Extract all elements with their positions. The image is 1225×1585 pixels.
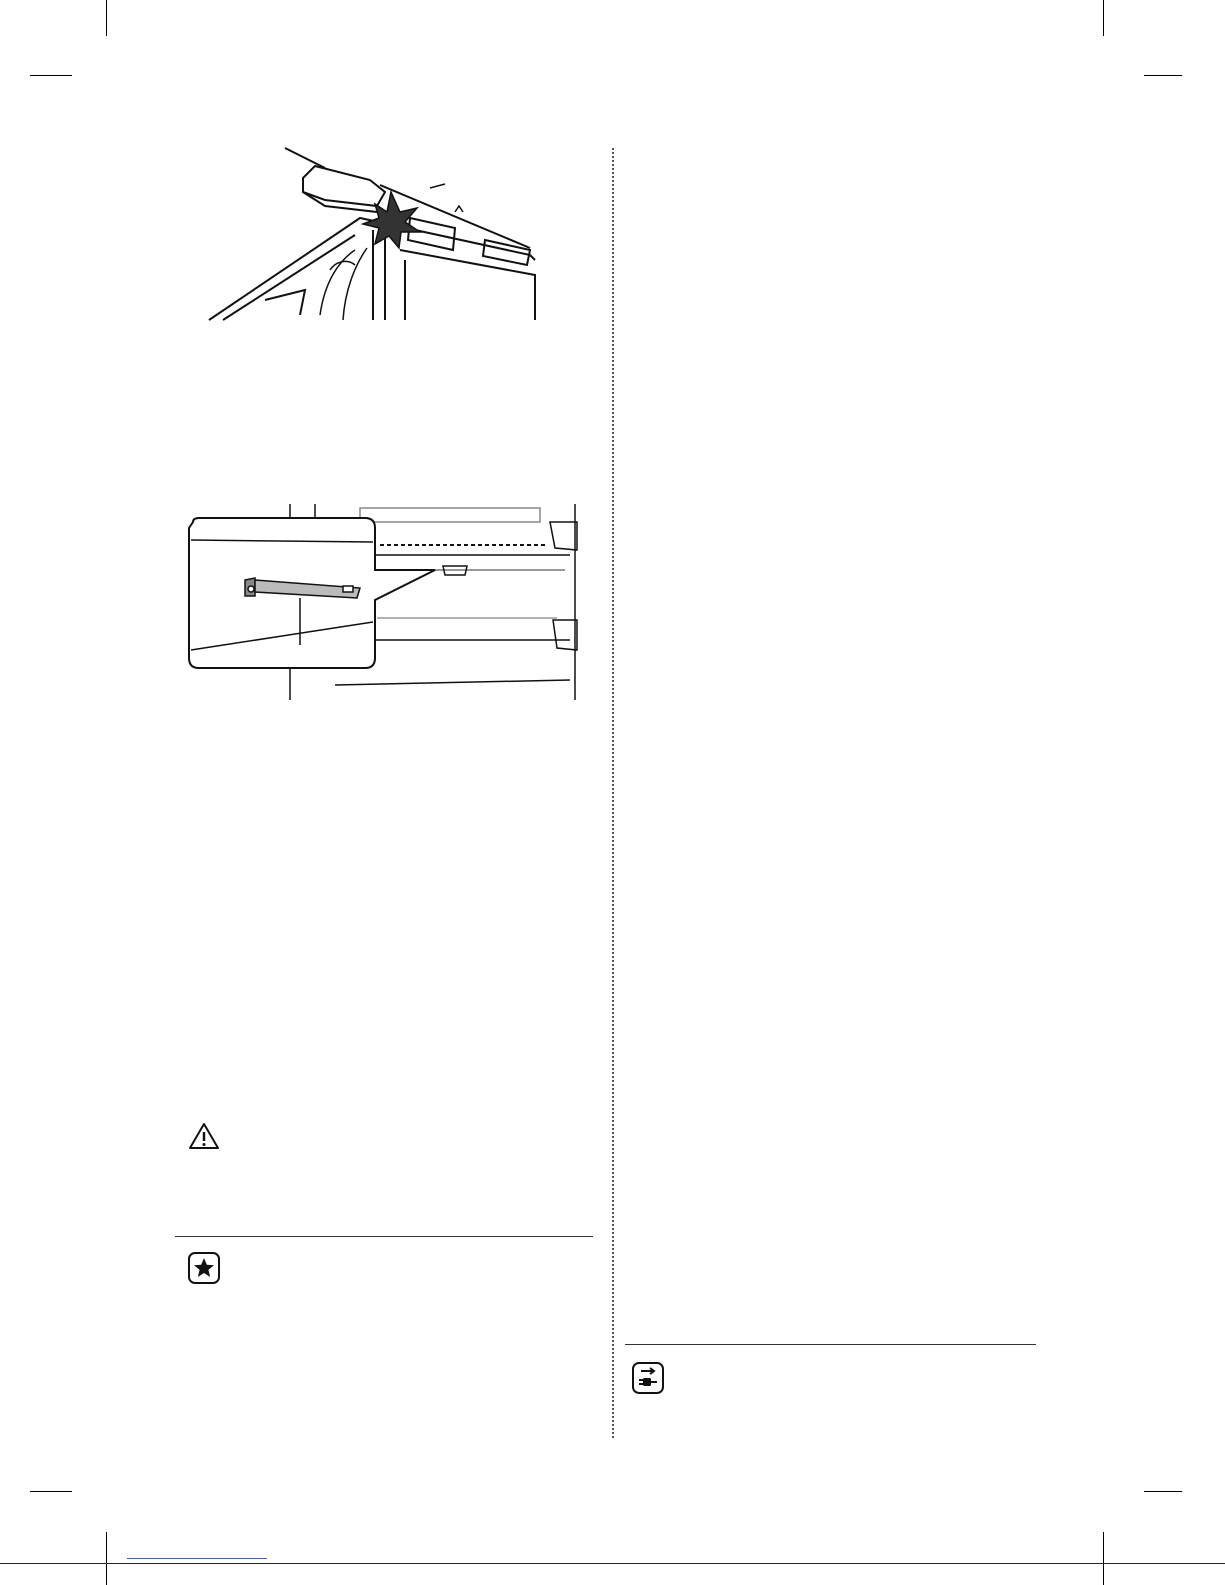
star-note-icon <box>188 1252 220 1284</box>
crop-mark <box>1144 1491 1182 1492</box>
figure-interior-bracket <box>185 500 580 700</box>
warning-triangle-icon <box>188 1122 220 1150</box>
crop-mark <box>30 1491 72 1492</box>
crop-mark <box>1103 0 1104 36</box>
section-rule-right <box>625 1344 1036 1345</box>
crop-mark <box>106 0 107 36</box>
link-underline <box>127 1558 267 1559</box>
crop-mark <box>106 1532 107 1585</box>
bottom-rule <box>0 1563 1225 1564</box>
crop-mark <box>30 75 72 76</box>
figure-hinge-pinch <box>205 140 545 325</box>
column-divider <box>612 148 614 1438</box>
unplug-icon <box>632 1362 664 1394</box>
crop-mark <box>1103 1532 1104 1585</box>
section-rule <box>175 1236 593 1237</box>
crop-mark <box>1144 75 1182 76</box>
